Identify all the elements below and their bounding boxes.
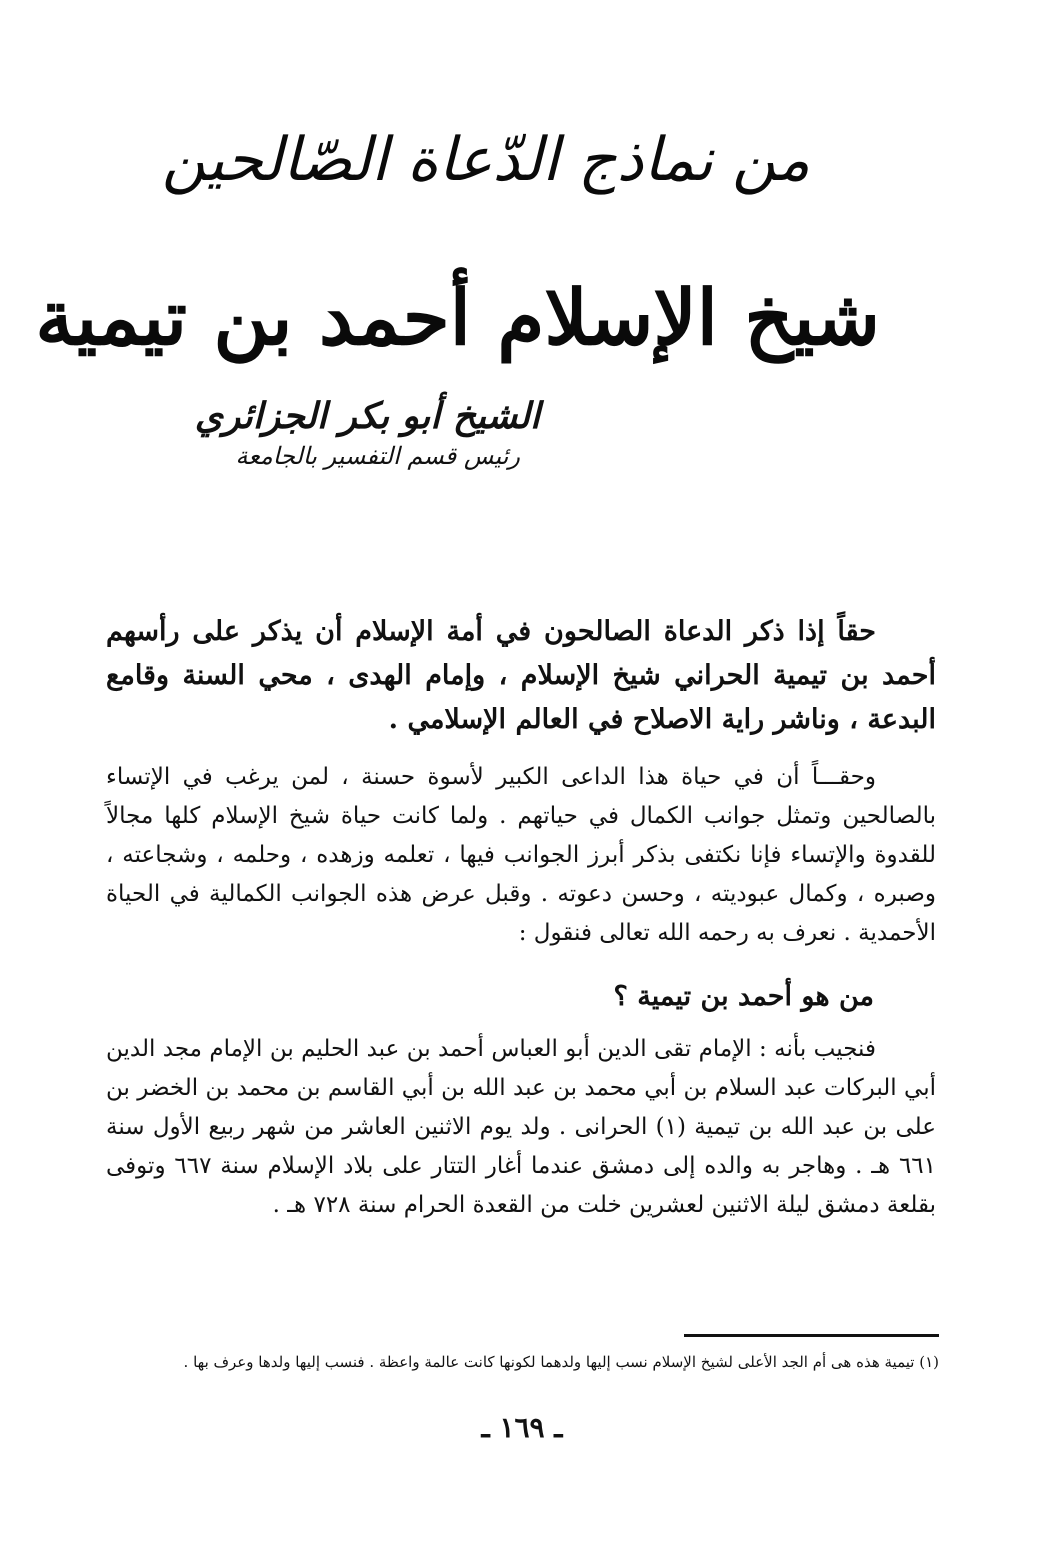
intro-paragraph: حقاً إذا ذكر الدعاة الصالحون في أمة الإسلام أن يذكر على رأسهم أحمد بن تيمية الحراني شيخ الإسلام ، وإمام الهدى ، محي السنة وقامع البدعة ، وناشر راية الاصلاح في العالم الإسلامي . [106, 616, 936, 735]
footnote: (١) تيمية هذه هى أم الجد الأعلى لشيخ الإسلام نسب إليها ولدهما لكونها كانت عالمة واعظة . فنسب إليها ولدها وعرف بها . [183, 1353, 939, 1371]
author-name: الشيخ أبو بكر الجزائري [194, 395, 540, 437]
body-paragraph-3: فنجيب بأنه : الإمام تقى الدين أبو العباس أحمد بن عبد الحليم بن الإمام مجد الدين أبي البركات عبد السلام بن أبي محمد بن عبد الله بن أبي القاسم بن محمد بن الخضر بن على بن عبد الله بن تيمية (١) الحرانى . ولد يوم الاثنين العاشر من شهر ربيع الأول سنة ٦٦١ هـ . وهاجر به والده إلى دمشق عندما أغار التتار على بلاد الإسلام سنة ٦٦٧ وتوفى بقلعة دمشق ليلة الاثنين لعشرين خلت من القعدة الحرام سنة ٧٢٨ هـ . [106, 1036, 936, 1218]
section-heading: من هو أحمد بن تيمية ؟ [613, 981, 874, 1012]
footnote-divider [684, 1334, 939, 1337]
body-paragraph-2: وحقـــاً أن في حياة هذا الداعى الكبير لأسوة حسنة ، لمن يرغب في الإتساء بالصالحين وتمثل جوانب الكمال في حياتهم . ولما كانت حياة شيخ الإسلام كلها مجالاً للقدوة والإتساء فإنا نكتفى بذكر أبرز الجوانب فيها ، تعلمه وزهده ، وحلمه ، وشجاعته ، وصبره ، وكمال عبوديته ، وحسن دعوته . وقبل عرض هذه الجوانب الكمالية في الحياة الأحمدية . نعرف به رحمه الله تعالى فنقول : [106, 764, 936, 946]
series-title: من نماذج الدّعاة الصّالحين [161, 125, 810, 195]
main-title: شيخ الإسلام أحمد بن تيمية [35, 273, 880, 362]
author-role: رئيس قسم التفسير بالجامعة [235, 442, 520, 470]
author-block [194, 392, 540, 472]
page-number: ـ ١٦٩ ـ [481, 1411, 563, 1444]
